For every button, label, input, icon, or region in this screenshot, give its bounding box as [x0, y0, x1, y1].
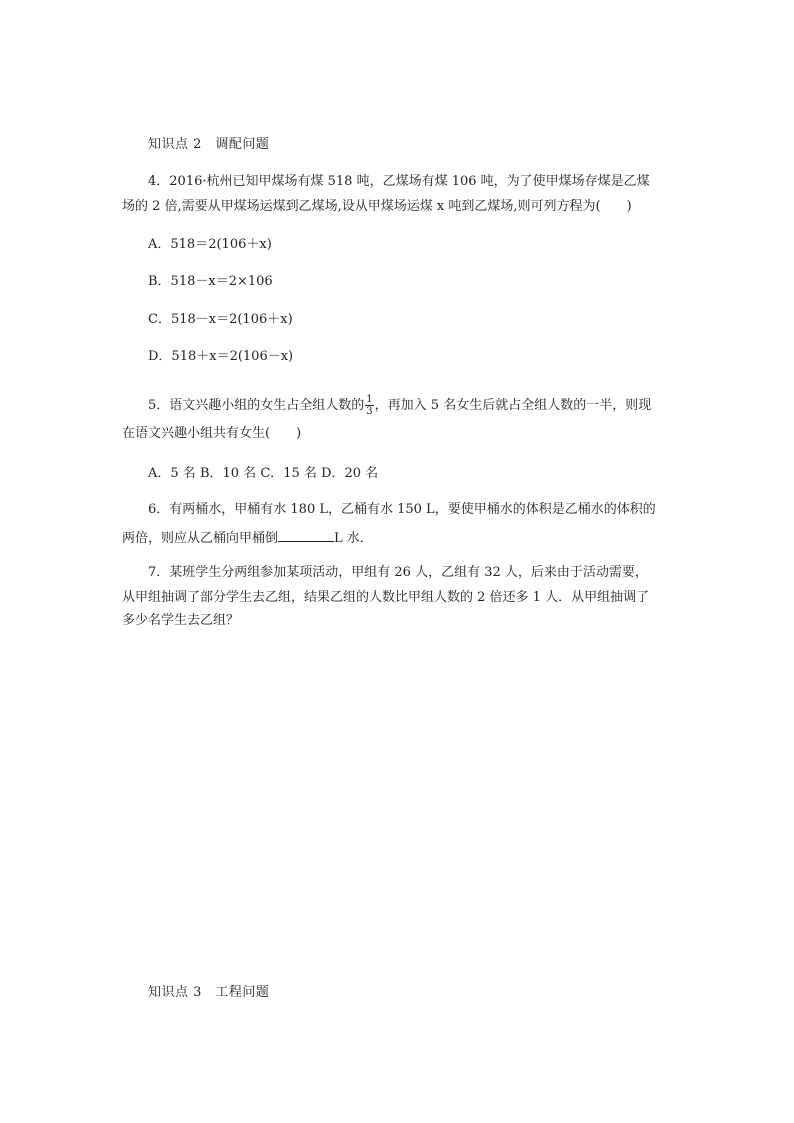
q6-text-line2: [122, 528, 373, 548]
q5-option-a: A．5 名: [148, 466, 196, 481]
q7-text-line2: 从甲组抽调了部分学生去乙组，结果乙组的人数比甲组人数的 2 倍还多 1 人．从甲组抽调了: [122, 590, 650, 605]
q5-option-c: C．15 名: [260, 466, 317, 481]
q5-text-after: ，再加入 5 名女生后就占全组人数的一半，则现: [374, 398, 652, 413]
q5-text-line1: [148, 394, 651, 417]
q6-text-after-blank: L 水．: [334, 531, 373, 546]
q6-text-before-blank: 两倍，则应从乙桶向甲桶倒: [122, 531, 279, 546]
q5-options: [148, 465, 378, 483]
q4-option-c: C．518－x＝2(106＋x): [148, 312, 293, 327]
q7-text-line3: 多少名学生去乙组？: [122, 613, 240, 628]
section-2-heading: 知识点 2 调配问题: [148, 137, 270, 152]
fraction-numerator: 1: [366, 394, 373, 405]
q5-text-before: 5．语文兴趣小组的女生占全组人数的: [148, 398, 365, 413]
q4-option-b: B．518－x＝2×106: [148, 274, 273, 289]
q4-text-line2: 场的 2 倍,需要从甲煤场运煤到乙煤场,设从甲煤场运煤 x 吨到乙煤场,则可列方程为( ): [122, 199, 632, 214]
answer-blank: [278, 528, 334, 542]
q5-option-d: D．20 名: [321, 466, 379, 481]
q7-text-line1: 7．某班学生分两组参加某项活动，甲组有 26 人，乙组有 32 人，后来由于活动需要，: [148, 565, 648, 580]
section-3-heading: 知识点 3 工程问题: [148, 985, 270, 1000]
q4-option-d: D．518＋x＝2(106－x): [148, 349, 294, 364]
q6-text-line1: 6．有两桶水，甲桶有水 180 L，乙桶有水 150 L，要使甲桶水的体积是乙桶水的体积的: [148, 502, 656, 517]
fraction-denominator: 3: [366, 406, 373, 417]
q4-option-a: A．518＝2(106＋x): [148, 237, 272, 252]
q5-option-b: B．10 名: [199, 466, 257, 481]
q5-text-line2: 在语文兴趣小组共有女生( ): [122, 426, 302, 441]
fraction-one-third: [365, 394, 373, 417]
q4-text-line1: 4．2016·杭州已知甲煤场有煤 518 吨，乙煤场有煤 106 吨，为了使甲煤场存煤是乙煤: [148, 174, 650, 189]
